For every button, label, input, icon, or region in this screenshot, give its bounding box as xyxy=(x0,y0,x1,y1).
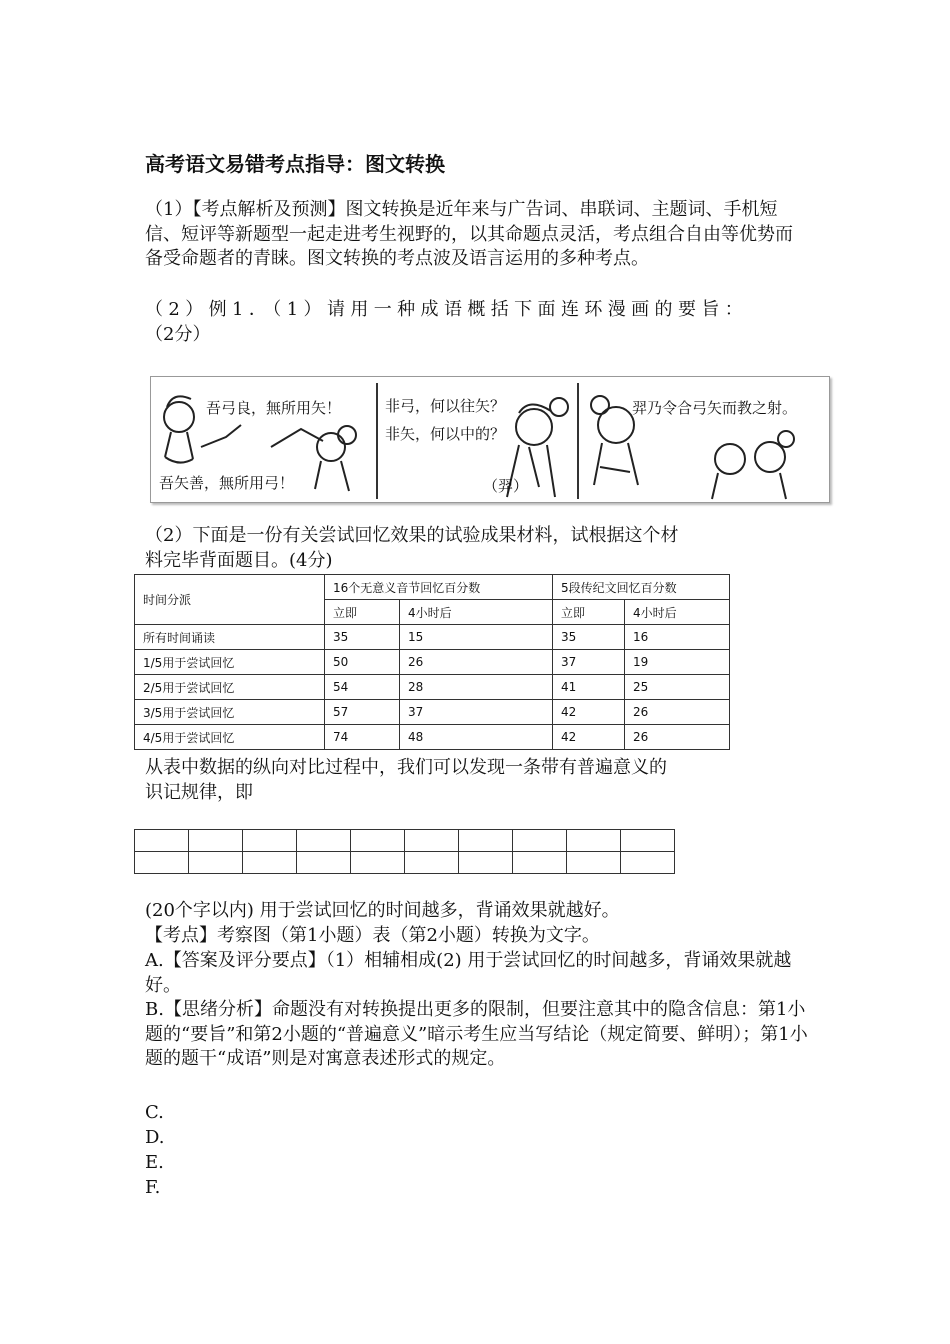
answer-box[interactable] xyxy=(567,852,621,874)
answer-box[interactable] xyxy=(297,852,351,874)
question2-line1: （2）下面是一份有关尝试回忆效果的试验成果材料，试根据这个材 xyxy=(145,525,679,546)
panel2-caption-line1: 非弓，何以往矢？ xyxy=(385,397,506,415)
table-row xyxy=(135,675,730,700)
table-header-group1: 16个无意义音节回忆百分数 xyxy=(325,575,553,600)
table-row xyxy=(135,650,730,675)
comic-panel-1 xyxy=(151,377,373,502)
table-cell: 26 xyxy=(625,700,730,725)
answer-box[interactable] xyxy=(567,830,621,852)
after-table-line2: 识记规律，即 xyxy=(145,782,253,803)
table-cell: 2/5用于尝试回忆 xyxy=(135,675,325,700)
answer-box[interactable] xyxy=(135,852,189,874)
table-subheader-4h: 4小时后 xyxy=(400,600,553,625)
answer-box[interactable] xyxy=(621,852,675,874)
answer-box[interactable] xyxy=(243,852,297,874)
answer-box[interactable] xyxy=(459,830,513,852)
answer-box[interactable] xyxy=(405,852,459,874)
item-d: D. xyxy=(145,1127,165,1148)
answer-box[interactable] xyxy=(351,830,405,852)
item-e: E. xyxy=(145,1152,164,1173)
example-question-line: （2）例1．（1）请用一种成语概括下面连环漫画的要旨： xyxy=(145,299,749,320)
table-cell: 42 xyxy=(553,700,625,725)
table-row xyxy=(135,625,730,650)
teaching-scene-illustration xyxy=(580,377,829,502)
table-cell: 26 xyxy=(625,725,730,750)
table-cell: 28 xyxy=(400,675,553,700)
kaodian-line: 【考点】考察图（第1小题）表（第2小题）转换为文字。 xyxy=(145,925,600,946)
comic-divider xyxy=(577,383,579,499)
panel1-top-caption: 吾弓良，無所用矢！ xyxy=(206,399,342,417)
table-cell: 25 xyxy=(625,675,730,700)
table-cell: 41 xyxy=(553,675,625,700)
intro-paragraph: （1）【考点解析及预测】图文转换是近年来与广告词、串联词、主题词、手机短信、短评等新题型一起走进考生视野的，以其命题点灵活，考点组合自由等优势而备受命题者的青睐。图文转换的考点波及语言运用的多种考点。 xyxy=(145,199,793,270)
table-cell: 48 xyxy=(400,725,553,750)
answer-box[interactable] xyxy=(405,830,459,852)
answer-box[interactable] xyxy=(513,852,567,874)
comic-divider xyxy=(376,383,378,499)
table-row xyxy=(135,725,730,750)
answer-box[interactable] xyxy=(135,830,189,852)
example-score: （2分） xyxy=(145,324,211,345)
page-title: 高考语文易错考点指导：图文转换 xyxy=(145,152,445,176)
table-cell: 3/5用于尝试回忆 xyxy=(135,700,325,725)
table-cell: 19 xyxy=(625,650,730,675)
answer-a-paragraph: A.【答案及评分要点】（1）相辅相成(2) 用于尝试回忆的时间越多，背诵效果就越好。 xyxy=(145,950,792,996)
table-cell: 4/5用于尝试回忆 xyxy=(135,725,325,750)
table-subheader-immediate: 立即 xyxy=(553,600,625,625)
panel2-label: （羿） xyxy=(483,477,529,495)
table-cell: 35 xyxy=(325,625,400,650)
after-table-line1: 从表中数据的纵向对比过程中，我们可以发现一条带有普遍意义的 xyxy=(145,757,667,778)
table-cell: 42 xyxy=(553,725,625,750)
comic-strip xyxy=(150,376,830,503)
table-cell: 74 xyxy=(325,725,400,750)
answer-box[interactable] xyxy=(621,830,675,852)
answer-box[interactable] xyxy=(459,852,513,874)
answer-box[interactable] xyxy=(189,852,243,874)
answer-box[interactable] xyxy=(351,852,405,874)
answer-box[interactable] xyxy=(513,830,567,852)
table-cell: 15 xyxy=(400,625,553,650)
table-cell: 26 xyxy=(400,650,553,675)
comic-panel-2 xyxy=(379,377,577,502)
table-row xyxy=(135,700,730,725)
table-header-time-allocation: 时间分派 xyxy=(135,575,325,625)
table-cell: 16 xyxy=(625,625,730,650)
table-header-group2: 5段传纪文回忆百分数 xyxy=(553,575,730,600)
table-cell: 37 xyxy=(400,700,553,725)
panel3-caption: 羿乃令合弓矢而教之射。 xyxy=(632,399,798,417)
table-cell: 35 xyxy=(553,625,625,650)
table-cell: 50 xyxy=(325,650,400,675)
item-f: F. xyxy=(145,1177,161,1198)
answer-grid xyxy=(134,829,675,874)
panel2-caption-line2: 非矢，何以中的？ xyxy=(385,425,506,443)
answer-box[interactable] xyxy=(189,830,243,852)
question2-line2: 料完毕背面题目。(4分) xyxy=(145,550,333,571)
table-cell: 54 xyxy=(325,675,400,700)
table-subheader-4h: 4小时后 xyxy=(625,600,730,625)
comic-panel-3 xyxy=(580,377,829,502)
answer-line: (20个字以内) 用于尝试回忆的时间越多，背诵效果就越好。 xyxy=(145,900,620,921)
item-c: C. xyxy=(145,1102,164,1123)
answer-box[interactable] xyxy=(297,830,351,852)
table-cell: 37 xyxy=(553,650,625,675)
recall-data-table xyxy=(134,574,730,750)
panel1-bottom-caption: 吾矢善，無所用弓！ xyxy=(159,474,295,492)
table-cell: 所有时间诵读 xyxy=(135,625,325,650)
table-cell: 1/5用于尝试回忆 xyxy=(135,650,325,675)
analysis-b-paragraph: B.【思绪分析】命题没有对转换提出更多的限制，但要注意其中的隐含信息：第1小题的“要旨”和第2小题的“普遍意义”暗示考生应当写结论（规定简要、鲜明）；第1小题的题干“成语”则是对寓意表述形式的规定。 xyxy=(145,999,808,1070)
answer-box[interactable] xyxy=(243,830,297,852)
table-cell: 57 xyxy=(325,700,400,725)
table-subheader-immediate: 立即 xyxy=(325,600,400,625)
